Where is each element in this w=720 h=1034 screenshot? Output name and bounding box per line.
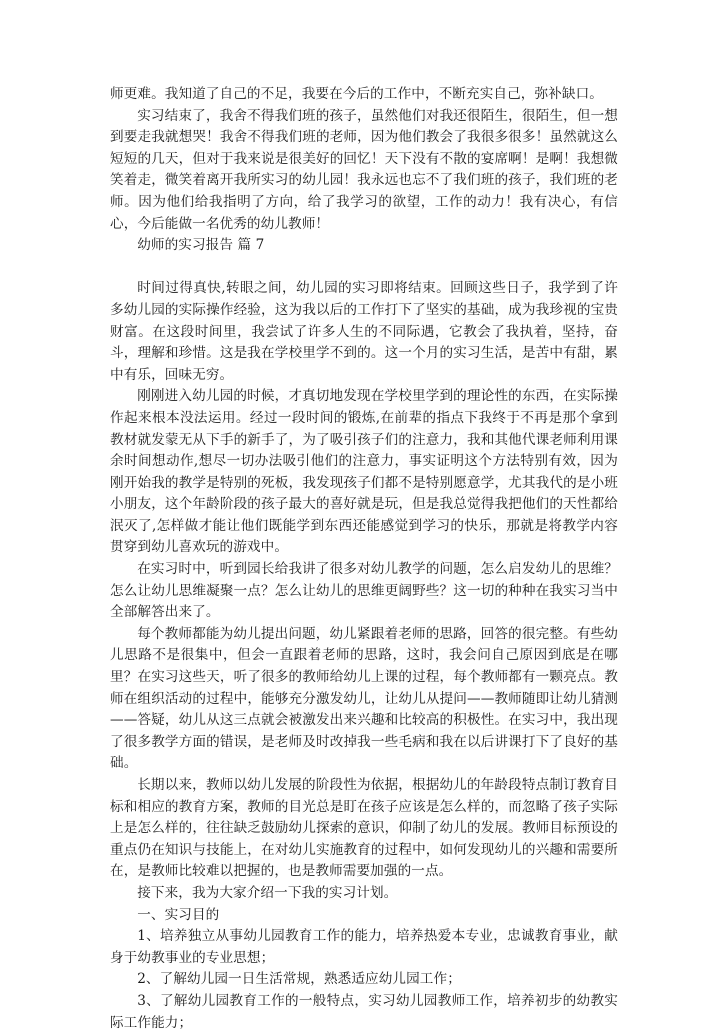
section-title: 幼师的实习报告 篇 7 bbox=[137, 237, 265, 254]
list-item: 2、了解幼儿园一日生活常规，熟悉适应幼儿园工作； bbox=[137, 971, 461, 988]
paragraph: 每个教师都能为幼儿提出问题，幼儿紧跟着老师的思路，回答的很完整。有些幼儿思路不是很集中，但会一直跟着老师的思路，这时，我会问自己原因到底是在哪里？在实习这些天，听了很多的教师给幼儿上课的过程，每个教师都有一颗亮点。教师在组织活动的过程中，能够充分激发幼儿，让幼儿从提问——教师随即让幼儿猜测——答疑，幼儿从这三点就会被激发出来兴趣和比较高的积极性。在实习中，我出现了很多教学方面的错误，是老师及时改掉我一些毛病和我在以后讲课打下了良好的基础。 bbox=[110, 625, 618, 772]
paragraph: 实习结束了，我舍不得我们班的孩子，虽然他们对我还很陌生，很陌生，但一想到要走我就想哭！我舍不得我们班的老师，因为他们教会了我很多很多！虽然就这么短短的几天，但对于我来说是很美好的回忆！天下没有不散的宴席啊！是啊！我想微笑着走，微笑着离开我所实习的幼儿园！我永远也忘不了我们班的孩子，我们班的老师。因为他们给我指明了方向，给了我学习的欲望，工作的动力！我有决心，有信心，今后能做一名优秀的幼儿教师！ bbox=[110, 107, 618, 232]
paragraph: 在实习时中，听到园长给我讲了很多对幼儿教学的问题，怎么启发幼儿的思维？怎么让幼儿思维凝聚一点？怎么让幼儿的思维更阔野些？这一切的种种在我实习当中全部解答出来了。 bbox=[110, 561, 618, 621]
paragraph: 长期以来，教师以幼儿发展的阶段性为依据，根据幼儿的年龄段特点制订教育目标和相应的教育方案，教师的目光总是盯在孩子应该是怎么样的，而忽略了孩子实际上是怎么样的，往往缺乏鼓励幼儿探索的意识，仰制了幼儿的发展。教师目标预设的重点仍在知识与技能上，在对幼儿实施教育的过程中，如何发现幼儿的兴趣和需要所在，是教师比较难以把握的，也是教师需要加强的一点。 bbox=[110, 777, 618, 880]
paragraph: 接下来，我为大家介绍一下我的实习计划。 bbox=[137, 884, 398, 901]
list-heading: 一、实习目的 bbox=[137, 906, 220, 923]
list-item: 1、培养独立从事幼儿园教育工作的能力，培养热爱本专业，忠诚教育事业，献身于幼教事业的专业思想； bbox=[110, 928, 618, 966]
paragraph: 时间过得真快,转眼之间，幼儿园的实习即将结束。回顾这些日子，我学到了许多幼儿园的实际操作经验，这为我以后的工作打下了坚实的基础，成为我珍视的宝贵财富。在这段时间里，我尝试了许多人生的不同际遇，它教会了我执着，坚持，奋斗，理解和珍惜。这是我在学校里学不到的。这一个月的实习生活，是苦中有甜，累中有乐，回味无穷。 bbox=[110, 280, 618, 383]
spacer bbox=[110, 257, 618, 279]
paragraph: 刚刚进入幼儿园的时候，才真切地发现在学校里学到的理论性的东西，在实际操作起来根本没法运用。经过一段时间的锻炼,在前辈的指点下我终于不再是那个拿到教材就发蒙无从下手的新手了，为了吸引孩子们的注意力，我和其他代课老师利用课余时间想动作,想尽一切办法吸引他们的注意力，事实证明这个方法特别有效，因为刚开始我的教学是特别的死板，我发现孩子们都不是特别愿意学，尤其我代的是小班小朋友，这个年龄阶段的孩子最大的喜好就是玩，但是我总觉得我把他们的天性都给泯灭了,怎样做才能让他们既能学到东西还能感觉到学习的快乐，那就是将教学内容贯穿到幼儿喜欢玩的游戏中。 bbox=[110, 388, 618, 556]
document-page bbox=[110, 84, 618, 1034]
paragraph: 师更难。我知道了自己的不足，我要在今后的工作中，不断充实自己，弥补缺口。 bbox=[110, 86, 603, 102]
list-item: 3、了解幼儿园教育工作的一般特点，实习幼儿园教师工作，培养初步的幼教实际工作能力； bbox=[110, 992, 618, 1031]
